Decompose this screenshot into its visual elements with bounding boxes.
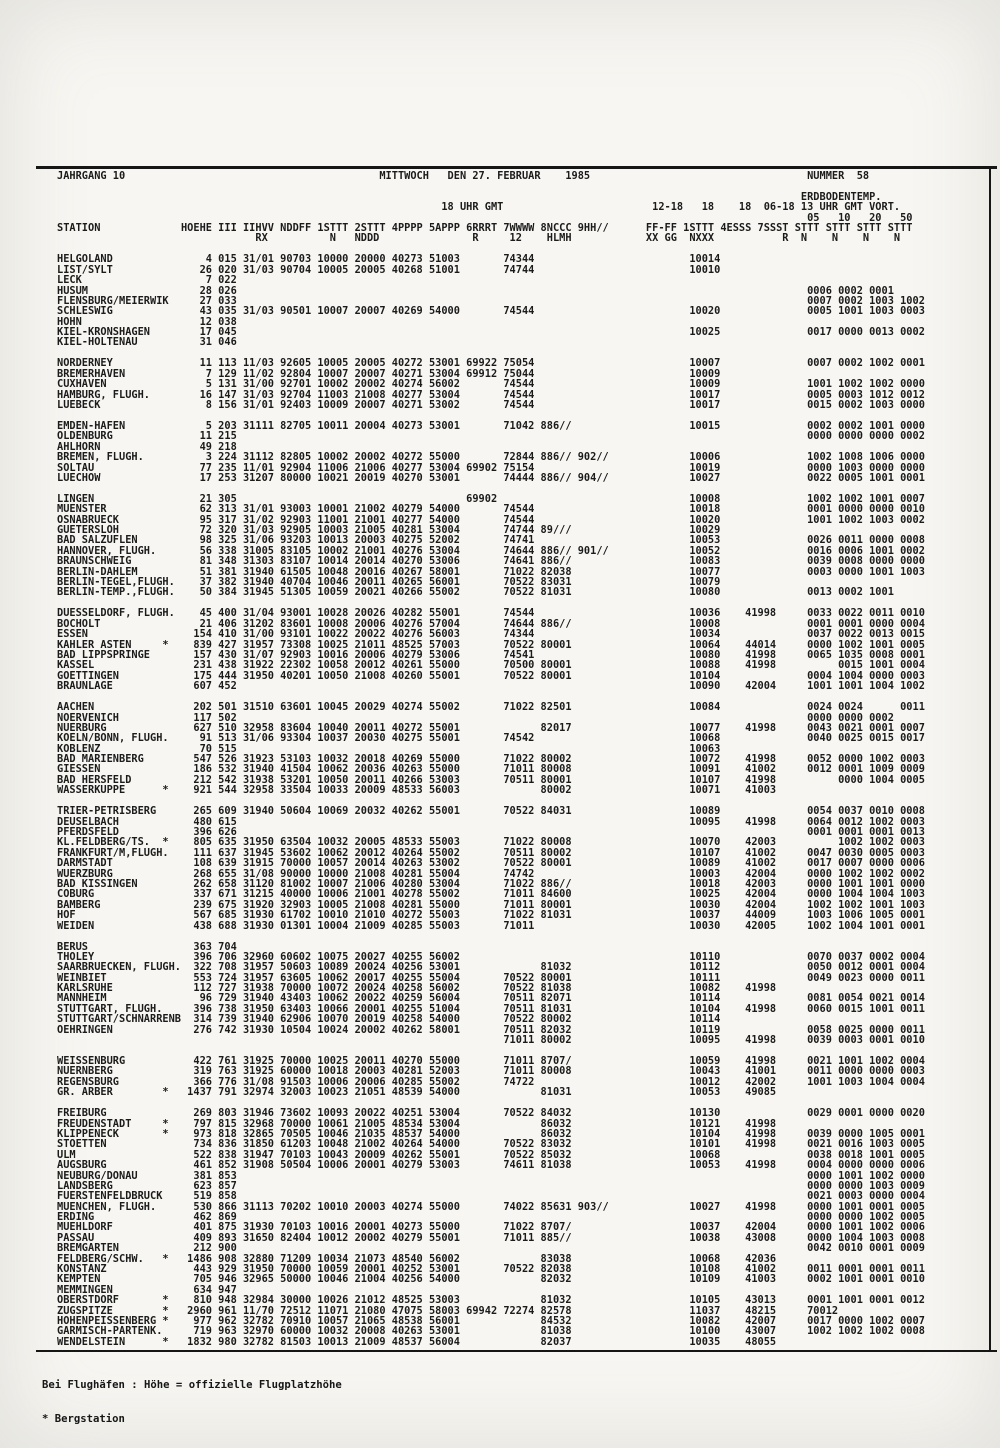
table-row: KARLSRUHE 112 727 31938 70000 10072 20024 40258 56002 70522 81038 10082 41998 [57, 982, 777, 995]
table-row: FUERSTENFELDBRUCK 519 858 0021 0003 0000 0004 [57, 1190, 925, 1203]
table-row: AUGSBURG 461 852 31908 50504 10006 20001 40279 53003 74611 81038 10053 41998 0004 0000 0000 0006 [57, 1159, 925, 1172]
table-row: DUESSELDORF, FLUGH. 45 400 31/04 93001 10028 20026 40282 55001 74544 10036 41998 0033 0022 0011 0010 [57, 607, 925, 620]
table-row: ULM 522 838 31947 70103 10043 20009 40262 55001 70522 85032 10068 0038 0018 1001 0005 [57, 1148, 925, 1161]
table-row: WUERZBURG 268 655 31/08 90000 10000 21008 40281 55004 74742 10003 42004 0000 1002 1002 0002 [57, 867, 925, 880]
table-row: MANNHEIM 96 729 31940 43403 10062 20022 40259 56004 70511 82071 10114 0081 0054 0021 0014 [57, 992, 925, 1005]
table-row: FREUDENSTADT * 797 815 32968 70000 10061 21005 48534 53004 86032 10121 41998 [57, 1117, 777, 1130]
table-row: BOCHOLT 21 406 31202 83601 10008 20006 40276 57004 74644 886// 10008 0001 0001 0000 0004 [57, 617, 925, 630]
table-row: WASSERKUPPE * 921 544 32958 33504 10033 20009 48533 56003 80002 10071 41003 [57, 784, 777, 797]
footnote-flugplatzhoehe: Bei Flughäfen : Höhe = offizielle Flugplatzhöhe [42, 1378, 342, 1391]
table-row: BAD KISSINGEN 262 658 31120 81002 10007 21006 40280 53004 71022 886// 10018 42003 0000 1001 1001 0000 [57, 877, 925, 890]
column-header-line: STATION HOEHE III IIHVV NDDFF 1STTT 2STTT 4PPPP 5APPP 6RRRT 7WWWW 8NCCC 9HH// FF-FF 1STTT 4ESSS 7SSST STTT STTT STTT STTT [57, 221, 913, 234]
table-row: OSNABRUECK 95 317 31/02 92903 11001 21001 40277 54000 74544 10020 1001 1002 1003 0002 [57, 513, 925, 526]
table-row: WEIDEN 438 688 31930 01301 10004 21009 40285 55003 71011 10030 42005 1002 1004 1001 0001 [57, 919, 925, 932]
footnote-bergstation: * Bergstation [42, 1413, 125, 1426]
table-row: WEISSENBURG 422 761 31925 70000 10025 20011 40270 55000 71011 8707/ 10059 41998 0021 1001 1002 0004 [57, 1055, 925, 1068]
table-row: KAHLER ASTEN * 839 427 31957 73308 10025 21011 48525 57003 70522 80001 10064 44014 0000 1002 1001 0005 [57, 638, 925, 651]
table-row: STOETTEN 734 836 31850 61203 10048 21002 40264 54000 70522 83032 10101 41998 0021 0016 1003 0005 [57, 1138, 925, 1151]
table-row: GARMISCH-PARTENK. 719 963 32970 60000 10032 20008 40263 53001 81038 10100 43007 1002 1002 1002 0008 [57, 1325, 925, 1338]
table-row: SAARBRUECKEN, FLUGH. 322 708 31957 50603 10089 20024 40256 53001 81032 10112 0050 0012 0001 0004 [57, 961, 925, 974]
table-row: HELGOLAND 4 015 31/01 90703 10000 20000 40273 51003 74344 10014 [57, 253, 721, 266]
table-row: NUERBURG 627 510 32958 83604 10040 20011 40272 55001 82017 10077 41998 0043 0021 0001 0007 [57, 721, 925, 734]
table-row: KEMPTEN 705 946 32965 50000 10046 21004 40256 54000 82032 10109 41003 0002 1001 0001 0010 [57, 1273, 925, 1286]
table-row: MUENCHEN, FLUGH. 530 866 31113 70202 10010 20003 40274 55000 74022 85631 903// 10027 41998 0000 1001 0001 0005 [57, 1200, 925, 1213]
table-row: BRAUNSCHWEIG 81 348 31303 83107 10014 20014 40270 53006 74641 886// 10083 0039 0008 0000 0000 [57, 555, 925, 568]
table-row: HOF 567 685 31930 61702 10010 21010 40272 55003 71022 81031 10037 44009 1003 1006 1005 0001 [57, 909, 925, 922]
table-row: LUECHOW 17 253 31207 80000 10021 20019 40270 53001 74444 886// 904// 10027 0022 0005 1001 0001 [57, 471, 925, 484]
table-row: WEINBIET 553 724 31957 63605 10062 20017 40255 55004 70522 80001 10111 0049 0023 0000 0011 [57, 971, 925, 984]
table-row: AACHEN 202 501 31510 63601 10045 20029 40274 55002 71022 82501 10084 0024 0024 0011 [57, 701, 925, 714]
station-block [57, 806, 925, 931]
table-row: GR. ARBER * 1437 791 32974 32003 10023 21051 48539 54000 81031 10053 49085 [57, 1086, 777, 1099]
table-row: NORDERNEY 11 113 11/03 92605 10005 20005 40272 53001 69922 75054 10007 0007 0002 1002 0001 [57, 357, 925, 370]
table-row: THOLEY 396 706 32960 60602 10075 20027 40255 56002 10110 0070 0037 0002 0004 [57, 950, 925, 963]
table-row: KIEL-HOLTENAU 31 046 [57, 336, 237, 349]
table-row: GUETERSLOH 72 320 31/03 92905 10003 21005 40281 53004 74744 89/// 10029 [57, 524, 721, 537]
station-block [57, 702, 925, 796]
table-row: KL.FELDBERG/TS. * 805 635 31950 63504 10032 20005 48533 55003 71022 80008 10070 42003 1002 1002 0003 [57, 836, 925, 849]
table-row: LUEBECK 8 156 31/01 92403 10009 20007 40271 53002 74544 10017 0015 0002 1003 0000 [57, 399, 925, 411]
header-erdbodentemp-line: ERDBODENTEMP. [57, 190, 882, 203]
table-frame-top [36, 166, 997, 169]
table-row: FREIBURG 269 803 31946 73602 10093 20022 40251 53004 70522 84032 10130 0029 0001 0000 0020 [57, 1107, 925, 1120]
table-frame-bottom [36, 1350, 997, 1352]
table-row: LECK 7 022 [57, 274, 237, 287]
table-row: FLENSBURG/MEIERWIK 27 033 0007 0002 1003 1002 [57, 294, 925, 307]
table-row: LIST/SYLT 26 020 31/03 90704 10005 20005 40268 51001 74744 10010 [57, 263, 721, 276]
table-row: KONSTANZ 443 929 31950 70000 10059 20001 40252 53001 70522 82038 10108 41002 0011 0001 0001 0011 [57, 1263, 925, 1276]
table-row: KOBLENZ 70 515 10063 [57, 742, 721, 755]
table-row: BREMEN, FLUGH. 3 224 31112 82805 10002 20002 40272 55000 72844 886// 902// 10006 1002 1008 1006 0000 [57, 451, 925, 464]
table-row: DEUSELBACH 480 615 10095 41998 0064 0012 1002 0003 [57, 815, 925, 828]
table-row: BREMGARTEN 212 900 0042 0010 0001 0009 [57, 1242, 925, 1255]
table-row: GIESSEN 186 532 31940 41504 10062 20036 40263 55000 71011 80008 10091 41002 0012 0001 1009 0009 [57, 763, 925, 776]
table-row: NUERNBERG 319 763 31925 60000 10018 20003 40281 52003 71011 80008 10043 41001 0011 0000 0000 0003 [57, 1065, 925, 1078]
table-row: SCHLESWIG 43 035 31/03 90501 10007 20007 40269 54000 74544 10020 0005 1001 1003 0003 [57, 305, 925, 318]
table-row: ZUGSPITZE * 2960 961 11/70 72512 11071 21080 47075 58003 69942 72274 82578 11037 48215 70012 [57, 1304, 839, 1317]
masthead-line: JAHRGANG 10 MITTWOCH DEN 27. FEBRUAR 1985 NUMMER 58 [57, 170, 870, 182]
table-row: BRAUNLAGE 607 452 10090 42004 1001 1001 1004 1002 [57, 680, 925, 693]
table-row: BAD MARIENBERG 547 526 31923 53103 10032 20018 40269 55000 71022 80002 10072 41998 0052 0000 1002 0003 [57, 753, 925, 766]
station-block [57, 421, 925, 483]
table-row: BAD SALZUFLEN 98 325 31/06 93203 10013 20003 40275 52002 74741 10053 0026 0011 0000 0008 [57, 534, 925, 547]
table-row: STUTTGART/SCHNARRENB 314 739 31940 62906 10070 20019 40258 54000 70522 80002 10114 [57, 1013, 721, 1026]
table-row: KASSEL 231 438 31922 22302 10058 20012 40261 55000 70500 80001 10088 41998 0015 1001 0004 [57, 659, 925, 672]
table-row: REGENSBURG 366 776 31/08 91503 10006 20006 40285 55002 74722 10012 42002 1001 1003 1004 0004 [57, 1075, 925, 1088]
station-block [57, 1056, 925, 1098]
table-row: NEUBURG/DONAU 381 853 0000 1001 1002 0000 [57, 1169, 925, 1182]
table-row: OBERSTDORF * 810 948 32984 30000 10026 21012 48525 53003 81032 10105 43013 0001 1001 0001 0012 [57, 1294, 925, 1307]
station-block [57, 608, 925, 691]
table-row: BERLIN-DAHLEM 51 381 31940 61505 10048 20016 40267 58001 71022 82038 10077 0003 0000 1001 1003 [57, 565, 925, 578]
bulletin-table [57, 171, 925, 1347]
table-row: KOELN/BONN, FLUGH. 91 513 31/06 93304 10037 20030 40275 55001 74542 10068 0040 0025 0015 0017 [57, 732, 925, 745]
table-row: GOETTINGEN 175 444 31950 40201 10050 21008 40260 55001 70522 80001 10104 0004 1004 0000 0003 [57, 669, 925, 682]
table-row: ESSEN 154 410 31/00 93101 10022 20022 40276 56003 74344 10034 0037 0022 0013 0015 [57, 628, 925, 641]
header-depths-line: 05 10 20 50 [57, 211, 913, 224]
table-row: SOLTAU 77 235 11/01 92904 11006 21006 40277 53004 69902 75154 10019 0000 1003 0000 0000 [57, 461, 925, 474]
table-row: MUENSTER 62 313 31/01 93003 10001 21002 40279 54000 74544 10018 0001 0000 0000 0010 [57, 503, 925, 516]
table-row: NOERVENICH 117 502 0000 0000 0002 [57, 711, 894, 724]
station-block [57, 494, 925, 598]
table-row: COBURG 337 671 31215 40000 10006 21001 40278 55002 71011 84600 10025 42004 0000 1004 1004 1003 [57, 888, 925, 901]
table-row: BREMERHAVEN 7 129 11/02 92804 10007 20007 40271 53004 69912 75044 10009 [57, 367, 721, 380]
table-row: BERLIN-TEMP.,FLUGH. 50 384 31945 51305 10059 20021 40266 55002 70522 81031 10080 0013 0002 1001 [57, 586, 894, 599]
table-row: HOHENPEISSENBERG * 977 962 32782 70910 10057 21065 48538 56001 84532 10082 42007 0017 0000 1002 0007 [57, 1315, 925, 1327]
header-time-line: 18 UHR GMT 12-18 18 18 06-18 13 UHR GMT VORT. [57, 201, 901, 214]
table-row: 71011 80002 10095 41998 0039 0003 0001 0010 [57, 1034, 925, 1047]
table-row: STUTTGART, FLUGH. 396 738 31950 63403 10066 20001 40255 51004 70511 81031 10104 41998 0060 0015 1001 0011 [57, 1002, 925, 1015]
table-row: OLDENBURG 11 215 0000 0000 0000 0002 [57, 430, 925, 443]
table-row: BAD HERSFELD 212 542 31938 53201 10050 20011 40266 53003 70511 80001 10107 41998 0000 1004 0005 [57, 773, 925, 786]
table-row: PASSAU 409 893 31650 82404 10012 20002 40279 55001 71011 885// 10038 43008 0000 1004 1003 0008 [57, 1231, 925, 1244]
station-block [57, 1108, 925, 1347]
table-frame-right [989, 166, 991, 1352]
table-row: WENDELSTEIN * 1832 980 32782 81503 10013 21009 48537 56004 82037 10035 48055 [57, 1335, 777, 1348]
table-row: BERUS 363 704 [57, 940, 237, 953]
station-block [57, 942, 925, 1046]
table-row: BAMBERG 239 675 31920 32903 10005 21008 40281 55000 71011 80001 10030 42004 1002 1002 1001 1003 [57, 898, 925, 911]
table-row: EMDEN-HAFEN 5 203 31111 82705 10011 20004 40273 53001 71042 886// 10015 0002 0002 1001 0000 [57, 419, 925, 432]
table-row: CUXHAVEN 5 131 31/00 92701 10002 20002 40274 56002 74544 10009 1001 1002 1002 0000 [57, 378, 925, 391]
station-block [57, 358, 925, 410]
table-row: PFERDSFELD 396 626 0001 0001 0001 0013 [57, 826, 925, 839]
table-row: KIEL-KRONSHAGEN 17 045 10025 0017 0000 0013 0002 [57, 326, 925, 339]
table-row: LANDSBERG 623 857 0000 0000 1003 0009 [57, 1179, 925, 1192]
table-row: HOHN 12 038 [57, 315, 237, 328]
column-subheader-line: RX N NDDD R 12 HLMH XX GG NXXX R N N N N [57, 232, 901, 245]
table-row: HAMBURG, FLUGH. 16 147 31/03 92704 11003 21008 40277 53004 74544 10017 0005 0003 1012 0012 [57, 388, 925, 401]
table-row: MUEHLDORF 401 875 31930 70103 10016 20001 40273 55000 71022 8707/ 10037 42004 0000 1001 1002 0006 [57, 1221, 925, 1234]
table-row: MEMMINGEN 634 947 [57, 1283, 237, 1296]
table-row: FRANKFURT/M,FLUGH. 111 637 31945 53602 10062 20012 40264 55002 70511 80002 10107 41002 0047 0030 0005 0003 [57, 846, 925, 859]
table-row: HUSUM 28 026 0006 0002 0001 [57, 284, 894, 297]
table-row: ERDING 462 869 0000 0000 1002 0005 [57, 1211, 925, 1224]
table-row: BAD LIPPSPRINGE 157 430 31/07 92903 10016 20006 40279 53006 74541 10080 41998 0065 1035 0008 0001 [57, 648, 925, 661]
table-row: OEHRINGEN 276 742 31930 10504 10024 20002 40262 58001 70511 82032 10119 0058 0025 0000 0011 [57, 1023, 925, 1036]
table-row: LINGEN 21 305 69902 10008 1002 1002 1001 0007 [57, 492, 925, 505]
table-row: TRIER-PETRISBERG 265 609 31940 50604 10069 20032 40262 55001 70522 84031 10089 0054 0037 0010 0008 [57, 805, 925, 818]
table-row: HANNOVER, FLUGH. 56 338 31005 83105 10002 21001 40276 53004 74644 886// 901// 10052 0016 0006 1001 0002 [57, 544, 925, 557]
table-row: FELDBERG/SCHW. * 1486 908 32880 71209 10034 21073 48540 56002 83038 10068 42036 [57, 1252, 777, 1265]
table-row: KLIPPENECK * 973 818 32865 70505 10046 21035 48537 54000 86032 10104 41998 0039 0000 1005 0001 [57, 1127, 925, 1140]
station-block [57, 254, 925, 348]
table-row: BERLIN-TEGEL,FLUGH. 37 382 31940 40704 10046 20011 40265 56001 70522 83031 10079 [57, 576, 721, 589]
table-row: DARMSTADT 108 639 31915 70000 10057 20014 40263 53002 70522 80001 10089 41002 0017 0007 0000 0006 [57, 857, 925, 870]
footnotes [42, 1357, 342, 1448]
table-row: AHLHORN 49 218 [57, 440, 237, 453]
